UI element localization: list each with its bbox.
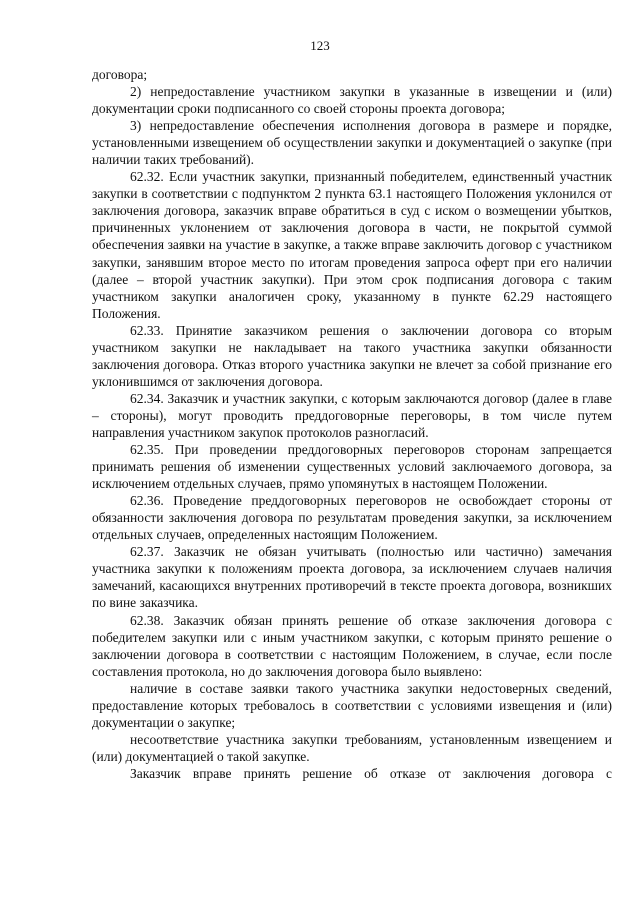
paragraph: 62.36. Проведение преддоговорных переговоров не освобождает стороны от обязанности заключения договора по результатам проведения закупки, за исключением отдельных случаев, определенных настоящим Положением. — [92, 493, 612, 543]
paragraph: 2) непредоставление участником закупки в указанные в извещении и (или) документации сроки подписанного со своей стороны проекта договора; — [92, 84, 612, 117]
paragraph: 62.34. Заказчик и участник закупки, с которым заключаются договор (далее в главе – стороны), могут проводить преддоговорные переговоры, в том числе путем направления участником закупок протоколов разногласий. — [92, 390, 612, 440]
paragraph: Заказчик вправе принять решение об отказе от заключения договора с — [130, 765, 612, 781]
paragraph: 62.35. При проведении преддоговорных переговоров сторонам запрещается принимать решения об изменении существенных условий заключаемого договора, за исключением отдельных случаев, прямо упомянутых в настоящем Положении. — [92, 442, 612, 492]
paragraph: договора; — [92, 67, 148, 82]
paragraph: 3) непредоставление обеспечения исполнения договора в размере и порядке, установленными извещением об осуществлении закупки и документацией о закупке (при наличии таких требований). — [92, 118, 612, 168]
page-number: 123 — [310, 38, 330, 53]
paragraph: наличие в составе заявки такого участника закупки недостоверных сведений, предоставление которых требовалось в соответствии с условиями извещения и (или) документации о закупке; — [92, 680, 612, 730]
paragraph: 62.33. Принятие заказчиком решения о заключении договора со вторым участником закупки не накладывает на такого участника закупки обязанности заключения договора. Отказ второго участника закупки не влечет за собой признание его уклонившимся от заключения договора. — [92, 322, 612, 389]
body-text — [92, 66, 612, 782]
paragraph: 62.38. Заказчик обязан принять решение об отказе заключения договора с победителем закупки или с иным участником закупки, с которым принято решение о заключении договора в соответствии с настоящим Положением, в случае, если после составления протокола, но до заключения договора было выявлено: — [92, 612, 612, 679]
paragraph: несоответствие участника закупки требованиям, установленным извещением и (или) документацией о такой закупке. — [92, 731, 612, 764]
paragraph: 62.32. Если участник закупки, признанный победителем, единственный участник закупки в соответствии с подпунктом 2 пункта 63.1 настоящего Положения уклонился от заключения договора, заказчик вправе обратиться в суд с иском о возмещении убытков, причиненных уклонением от заключения договора в части, не покрытой суммой обеспечения заявки на участие в закупке, а также вправе заключить договор с участником закупки, занявшим второе место по итогам проведения запроса оферт при его наличии (далее – второй участник закупки). При этом срок подписания договора с таким участником закупки аналогичен сроку, указанному в пункте 62.29 настоящего Положения. — [92, 169, 612, 321]
paragraph: 62.37. Заказчик не обязан учитывать (полностью или частично) замечания участника закупки к положениям проекта договора, за исключением случаев наличия замечаний, касающихся внутренних противоречий в тексте проекта договора, возникших по вине заказчика. — [92, 544, 612, 611]
